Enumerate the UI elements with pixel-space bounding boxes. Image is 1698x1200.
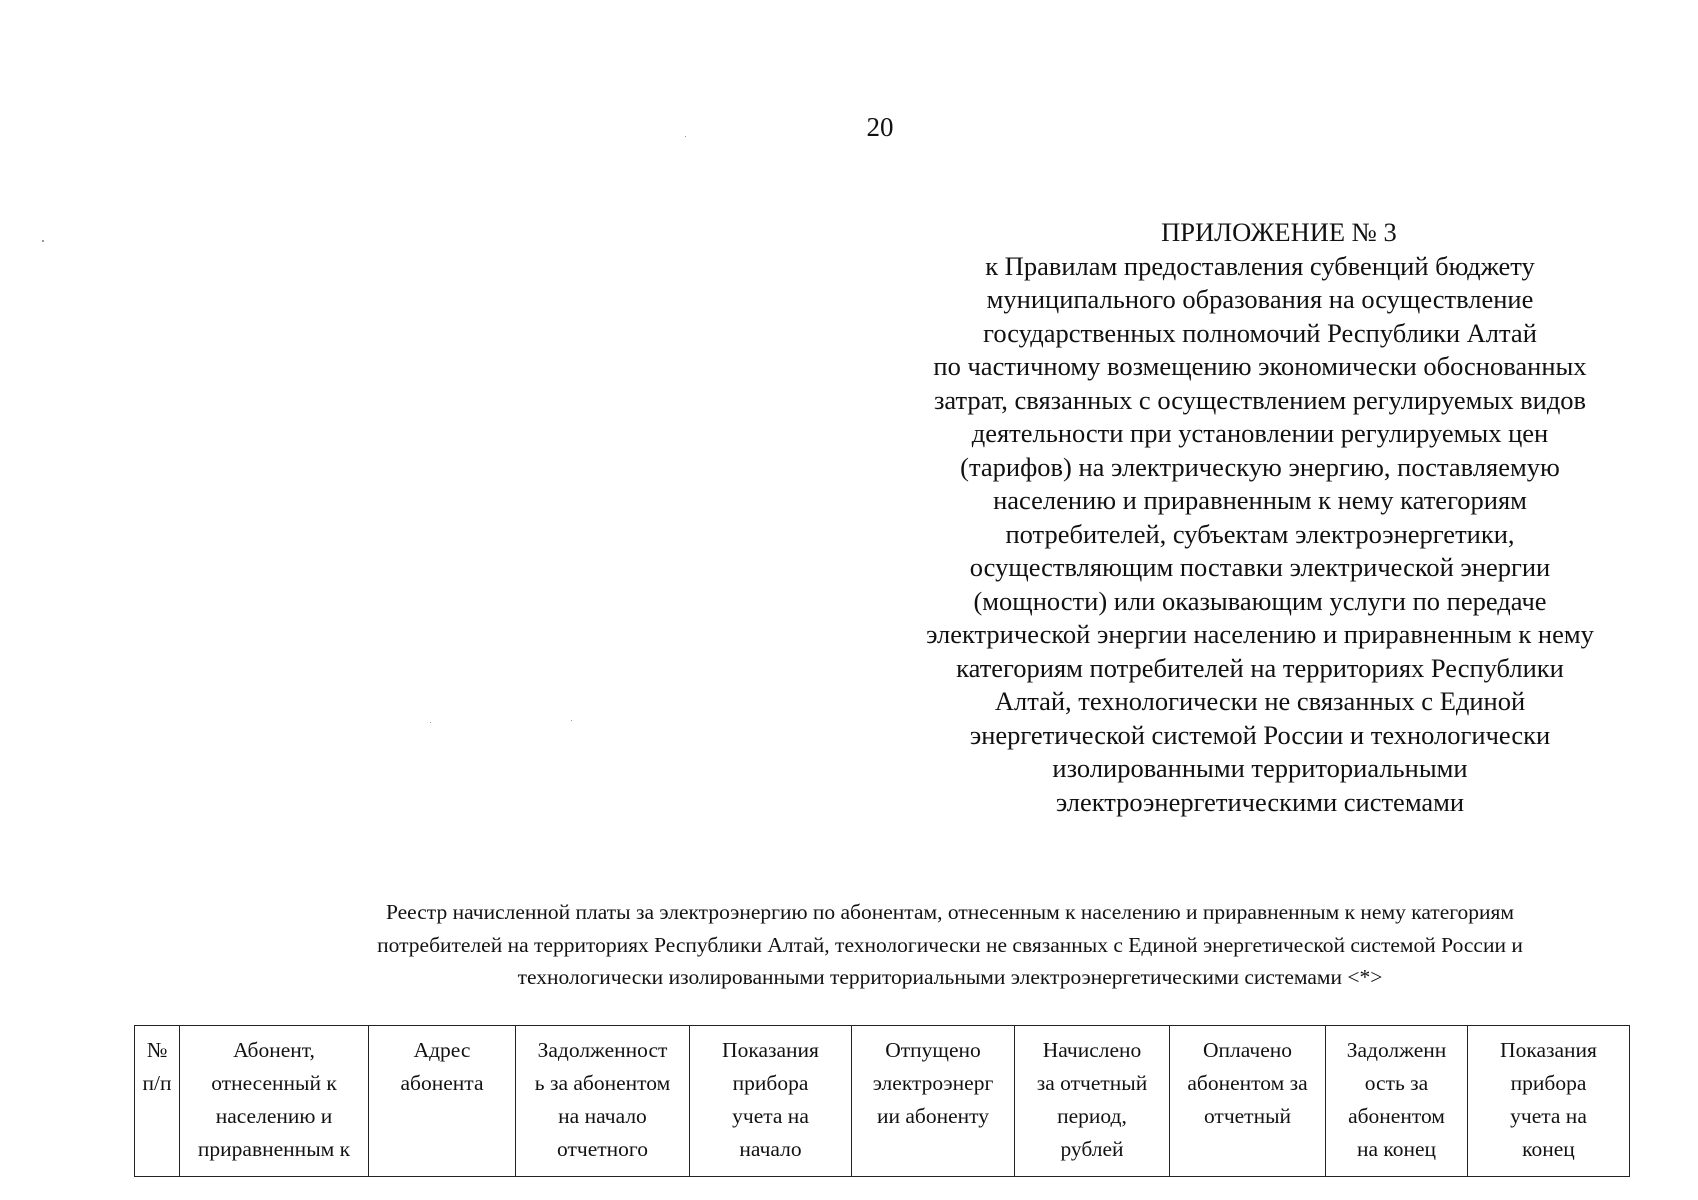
appendix-text-line: электроэнергетическими системами bbox=[1055, 786, 1465, 817]
header-line: Отпущено bbox=[885, 1038, 981, 1062]
table-header-row bbox=[135, 1026, 1630, 1177]
appendix-text-line: к Правилам предоставления субвенций бюджету bbox=[985, 250, 1535, 281]
appendix-text-line: потребителей, субъектам электроэнергетики, bbox=[1005, 518, 1515, 549]
header-line: Задолженн bbox=[1346, 1038, 1447, 1062]
header-line: прибора bbox=[732, 1071, 809, 1095]
registry-table-header bbox=[135, 1026, 1630, 1177]
appendix-text-line: деятельности при установлении регулируемых цен bbox=[971, 418, 1549, 448]
header-line: ость за bbox=[1364, 1071, 1429, 1095]
appendix-text-line: Алтай, технологически не связанных с Единой bbox=[994, 686, 1526, 716]
appendix-text-line: по частичному возмещению экономически обоснованных bbox=[933, 351, 1587, 381]
appendix-text-line: осуществляющим поставки электрической энергии bbox=[969, 552, 1551, 582]
header-line: отнесенный к bbox=[211, 1071, 337, 1095]
scan-speck bbox=[571, 720, 572, 721]
header-line: отчетного bbox=[557, 1137, 648, 1161]
registry-table bbox=[134, 1025, 1630, 1177]
header-cell-meter-start bbox=[690, 1026, 852, 1177]
header-line: Адрес bbox=[413, 1038, 471, 1062]
header-line: Показания bbox=[722, 1038, 819, 1062]
appendix-text-line: (тарифов) на электрическую энергию, поставляемую bbox=[960, 451, 1560, 482]
header-line: абонентом за bbox=[1187, 1071, 1308, 1095]
header-cell-paid bbox=[1170, 1026, 1326, 1177]
header-line: Задолженност bbox=[537, 1038, 668, 1062]
appendix-text-line: муниципального образования на осуществление bbox=[986, 284, 1534, 314]
registry-title bbox=[200, 896, 1698, 994]
appendix-text-line: государственных полномочий Республики Алтай bbox=[983, 317, 1537, 348]
header-cell-debt-start bbox=[516, 1026, 690, 1177]
header-line: абонентом bbox=[1348, 1104, 1445, 1128]
scan-speck bbox=[430, 722, 431, 723]
registry-title-line: Реестр начисленной платы за электроэнергию по абонентам, отнесенным к населению и приравненным к нему категориям bbox=[385, 900, 1515, 924]
appendix-text-line: затрат, связанных с осуществлением регулируемых видов bbox=[933, 384, 1587, 415]
header-line: на конец bbox=[1356, 1137, 1437, 1161]
header-line: Абонент, bbox=[233, 1038, 315, 1062]
header-cell-number bbox=[135, 1026, 180, 1177]
header-line: за отчетный bbox=[1036, 1071, 1148, 1095]
appendix-text-line: изолированными территориальными bbox=[1052, 753, 1468, 783]
header-line: учета на bbox=[1510, 1104, 1587, 1128]
appendix-text-line: электрической энергии населению и приравненным к нему bbox=[926, 619, 1594, 649]
header-line: прибора bbox=[1510, 1071, 1587, 1095]
appendix-text-line: категориям потребителей на территориях Республики bbox=[956, 652, 1564, 683]
scan-speck bbox=[685, 136, 686, 137]
header-line: приравненным к bbox=[197, 1137, 351, 1161]
header-line: на начало bbox=[558, 1104, 647, 1128]
header-line: рублей bbox=[1060, 1137, 1124, 1161]
header-cell-subscriber bbox=[180, 1026, 369, 1177]
header-line: абонента bbox=[400, 1071, 484, 1095]
header-line: № bbox=[146, 1038, 168, 1062]
header-line: учета на bbox=[732, 1104, 809, 1128]
header-cell-meter-end bbox=[1468, 1026, 1630, 1177]
header-cell-debt-end bbox=[1326, 1026, 1468, 1177]
registry-title-line: потребителей на территориях Республики Алтай, технологически не связанных с Единой энергетической системой России и bbox=[377, 932, 1523, 957]
header-line: Показания bbox=[1500, 1038, 1597, 1062]
header-line: отчетный bbox=[1203, 1104, 1292, 1128]
header-line: электроэнерг bbox=[872, 1071, 994, 1095]
appendix-text-line: (мощности) или оказывающим услуги по передаче bbox=[973, 585, 1547, 616]
header-line: п/п bbox=[142, 1071, 172, 1095]
header-line: населению и bbox=[215, 1104, 333, 1128]
appendix-title: ПРИЛОЖЕНИЕ № 3 bbox=[1161, 217, 1397, 247]
header-line: период, bbox=[1057, 1104, 1127, 1128]
header-cell-charged bbox=[1015, 1026, 1170, 1177]
header-line: Оплачено bbox=[1202, 1038, 1293, 1062]
registry-title-line: технологически изолированными территориальными электроэнергетическими системами <*> bbox=[517, 965, 1383, 989]
appendix-text-line: энергетической системой России и технологически bbox=[969, 719, 1551, 750]
header-line: начало bbox=[739, 1137, 802, 1161]
page-number: 20 bbox=[866, 112, 894, 142]
header-line: конец bbox=[1522, 1137, 1575, 1161]
appendix-block bbox=[880, 216, 1640, 819]
appendix-text-line: населению и приравненным к нему категориям bbox=[993, 485, 1527, 515]
header-cell-address bbox=[369, 1026, 516, 1177]
scan-speck bbox=[42, 240, 44, 242]
header-line: ии абоненту bbox=[876, 1104, 990, 1128]
header-cell-energy-supplied bbox=[852, 1026, 1015, 1177]
header-line: ь за абонентом bbox=[534, 1071, 671, 1095]
header-line: Начислено bbox=[1042, 1038, 1142, 1062]
